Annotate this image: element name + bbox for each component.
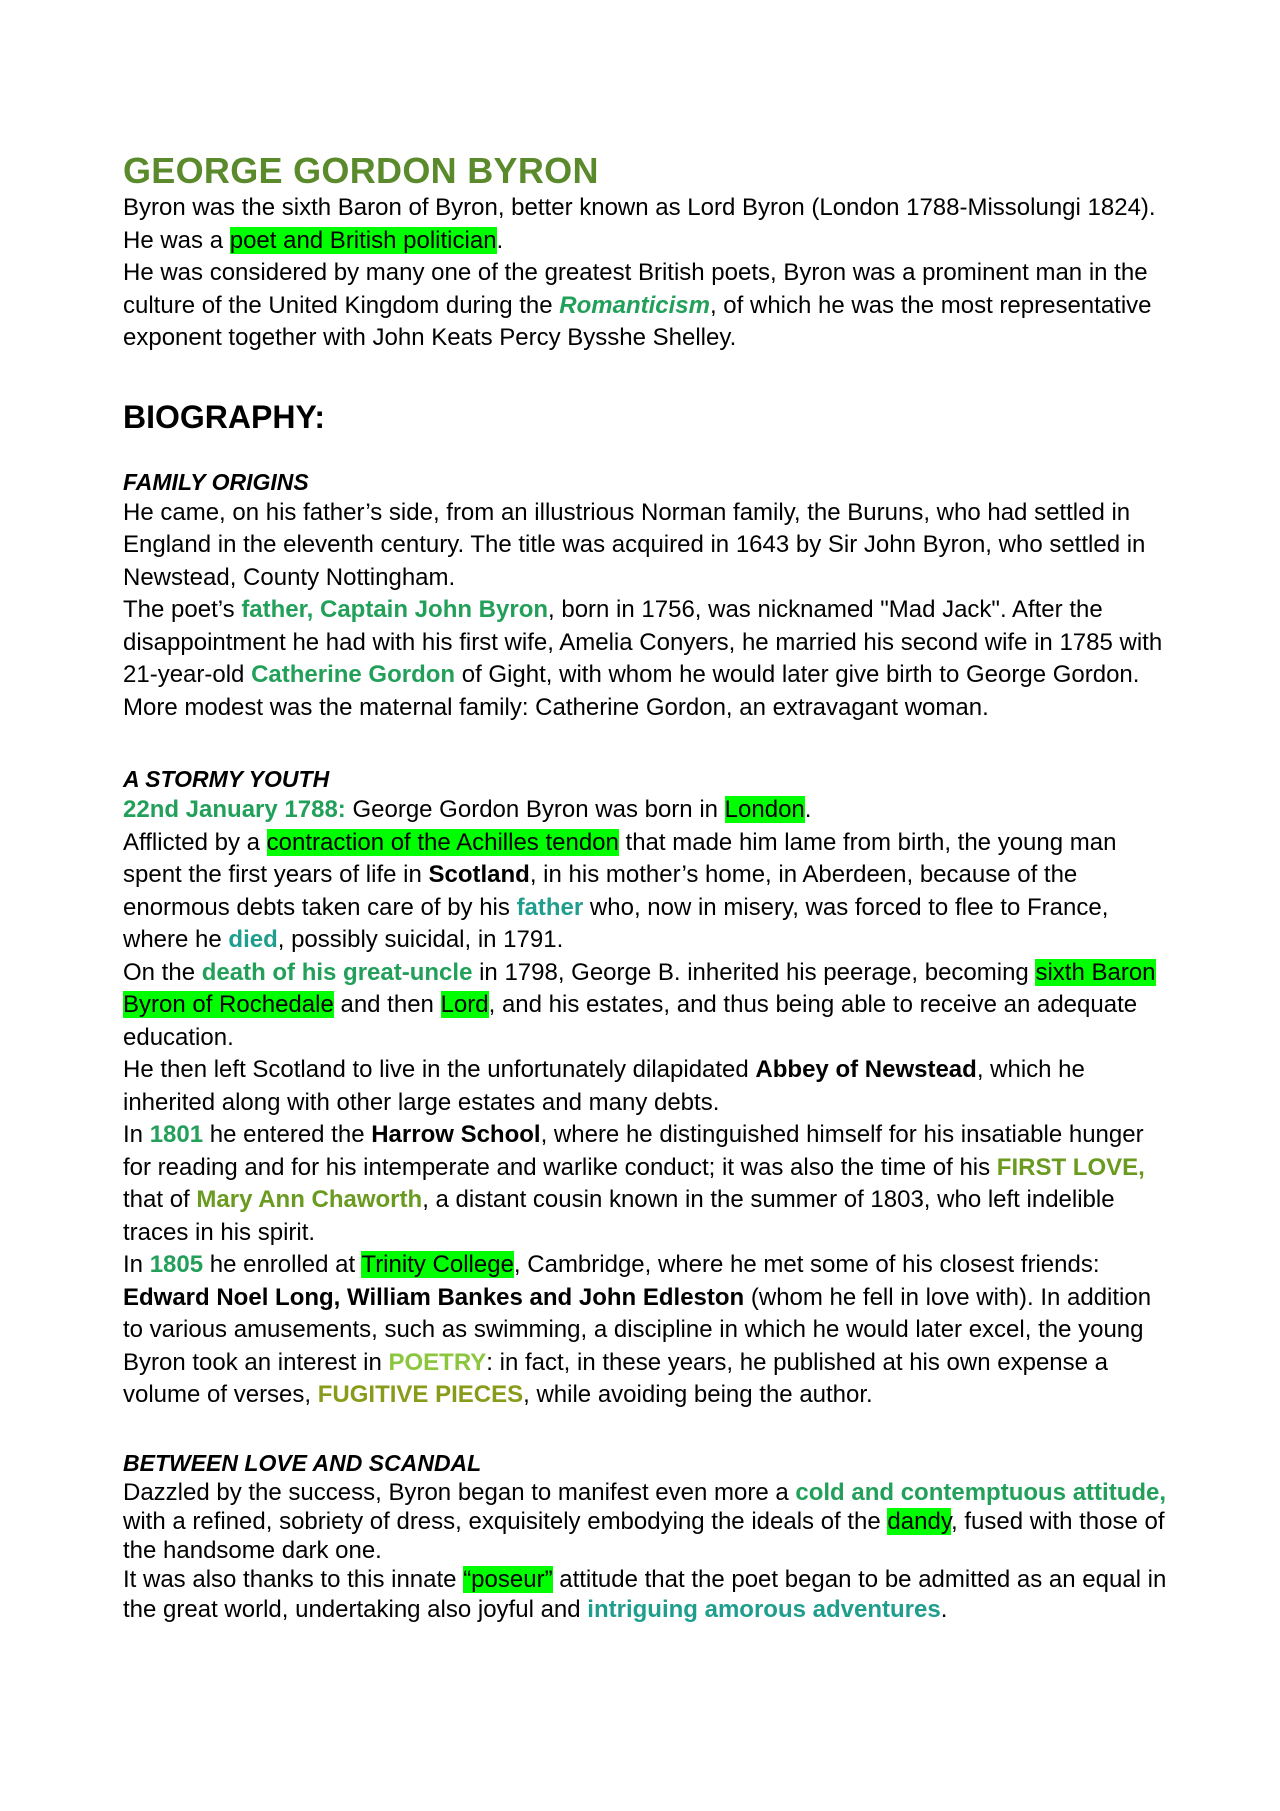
text-run: On the xyxy=(123,958,202,986)
youth-paragraph-3 xyxy=(123,957,1173,1055)
text-run: The poet’s xyxy=(123,596,242,623)
text-run: . xyxy=(940,1595,948,1623)
family-paragraph-2 xyxy=(123,594,1173,724)
text-run: Dazzled by the success, Byron began to manifest even more a xyxy=(123,1478,796,1506)
text-run: , Cambridge, where he met some of his closest friends: xyxy=(513,1251,1100,1278)
text-run: and then xyxy=(333,991,441,1018)
term-death-great-uncle: death of his great-uncle xyxy=(201,958,473,986)
term-birth-date: 22nd January 1788: xyxy=(123,796,346,823)
text-run: . xyxy=(804,796,812,823)
text-run: , fused with those of the handsome dark one. xyxy=(123,1507,1165,1564)
term-year-1801: 1801 xyxy=(149,1121,204,1148)
text-run: with a refined, sobriety of dress, exquisitely embodying the ideals of the xyxy=(123,1507,888,1535)
scandal-paragraph-2 xyxy=(123,1565,1173,1625)
text-run: , a distant cousin known in the summer of 1803, who left indelible traces in his spirit. xyxy=(123,1186,1115,1246)
term-scotland: Scotland xyxy=(428,861,530,888)
text-run: , which he inherited along with other large estates and many debts. xyxy=(123,1056,1085,1116)
text-run: He then left Scotland to live in the unfortunately dilapidated xyxy=(123,1056,756,1083)
term-harrow-school: Harrow School xyxy=(371,1121,541,1148)
text-run: Afflicted by a xyxy=(123,828,267,856)
term-year-1805: 1805 xyxy=(149,1251,204,1278)
text-run: He was considered by many one of the greatest British poets, Byron was a prominent man in the culture of the United Kingdom during the xyxy=(123,259,1148,319)
text-run: In xyxy=(123,1121,150,1148)
youth-paragraph-4 xyxy=(123,1054,1173,1119)
biography-heading: BIOGRAPHY: xyxy=(123,398,326,435)
section-heading-stormy-youth: A STORMY YOUTH xyxy=(123,766,330,792)
section-heading-family-origins: FAMILY ORIGINS xyxy=(123,468,309,495)
highlight-trinity-college: Trinity College xyxy=(361,1251,514,1278)
text-run: he enrolled at xyxy=(203,1251,362,1278)
text-run: he entered the xyxy=(203,1121,372,1148)
family-paragraph-1: He came, on his father’s side, from an illustrious Norman family, the Buruns, who had settled in England in the eleventh century. The title was acquired in 1643 by Sir John Byron, who settled in Newstead, County Nottingham. xyxy=(123,498,1146,591)
text-run: that of xyxy=(123,1186,197,1213)
highlight-lord: Lord xyxy=(440,991,489,1018)
text-run: . xyxy=(496,226,504,254)
text-run: , in his mother’s home, in Aberdeen, because of the enormous debts taken care of by his xyxy=(123,861,1078,921)
term-fugitive-pieces: FUGITIVE PIECES xyxy=(317,1381,524,1408)
highlight-achilles: contraction of the Achilles tendon xyxy=(266,828,619,856)
youth-paragraph-5 xyxy=(123,1119,1173,1249)
text-run: It was also thanks to this innate xyxy=(123,1565,464,1593)
text-run: who, now in misery, was forced to flee to France, where he xyxy=(123,893,1109,953)
term-cold-attitude: cold and contemptuous attitude, xyxy=(795,1478,1167,1506)
text-run: that made him lame from birth, the young man spent the first years of life in xyxy=(123,828,1117,888)
term-first-love: FIRST LOVE, xyxy=(996,1153,1145,1181)
term-intriguing-adventures: intriguing amorous adventures xyxy=(587,1595,941,1623)
section-heading-love-scandal: BETWEEN LOVE AND SCANDAL xyxy=(123,1449,482,1476)
document-page xyxy=(123,150,1173,1625)
text-run: attitude that the poet began to be admitted as an equal in the great world, undertaking also joyful and xyxy=(123,1565,1167,1623)
youth-paragraph-1 xyxy=(123,794,1173,827)
page-title: GEORGE GORDON BYRON xyxy=(123,150,599,191)
term-romanticism: Romanticism xyxy=(559,291,710,319)
highlight-london: London xyxy=(724,796,805,823)
term-poetry: POETRY xyxy=(388,1348,487,1376)
term-mary-ann-chaworth: Mary Ann Chaworth xyxy=(196,1186,423,1213)
term-father-captain: father, Captain John Byron xyxy=(241,596,549,623)
highlight-poet-politician: poet and British politician xyxy=(229,226,497,254)
term-friends: Edward Noel Long, William Bankes and John Edleston xyxy=(123,1283,745,1311)
term-father: father xyxy=(516,893,584,921)
scandal-paragraph-1 xyxy=(123,1478,1173,1565)
term-died: died xyxy=(228,926,278,953)
text-run: (whom he fell in love with). In addition to various amusements, such as swimming, a discipline in which he would later excel, the young Byron took an interest in xyxy=(123,1283,1152,1376)
youth-paragraph-2 xyxy=(123,827,1173,957)
text-run: , possibly suicidal, in 1791. xyxy=(277,926,564,953)
youth-paragraph-6 xyxy=(123,1249,1173,1412)
text-run: , where he distinguished himself for his insatiable hunger for reading and for his intemperate and warlike conduct; it was also the time of his xyxy=(123,1121,1144,1181)
text-run: , and his estates, and thus being able to receive an adequate education. xyxy=(123,991,1138,1051)
term-catherine-gordon: Catherine Gordon xyxy=(251,661,456,688)
text-run: : in fact, in these years, he published at his own expense a volume of verses, xyxy=(123,1348,1108,1408)
text-run: in 1798, George B. inherited his peerage, becoming xyxy=(472,958,1036,986)
text-run: of Gight, with whom he would later give birth to George Gordon. More modest was the maternal family: Catherine Gordon, an extravagant woman. xyxy=(123,661,1140,721)
intro-paragraph-2 xyxy=(123,257,1173,355)
text-run: In xyxy=(123,1251,150,1278)
highlight-poseur: “poseur” xyxy=(463,1565,553,1593)
text-run: , while avoiding being the author. xyxy=(523,1381,873,1408)
highlight-sixth-baron: sixth Baron Byron of Rochedale xyxy=(123,958,1156,1018)
text-run: , of which he was the most representative exponent together with John Keats Percy Bysshe Shelley. xyxy=(123,291,1152,351)
text-run: Byron was the sixth Baron of Byron, better known as Lord Byron (London 1788-Missolungi 1824). He was a xyxy=(123,194,1156,254)
text-run: George Gordon Byron was born in xyxy=(345,796,725,823)
scandal-section xyxy=(123,1448,1173,1625)
highlight-dandy: dandy xyxy=(887,1507,952,1535)
term-abbey-newstead: Abbey of Newstead xyxy=(755,1056,977,1083)
text-run: , born in 1756, was nicknamed "Mad Jack". After the disappointment he had with his first wife, Amelia Conyers, he married his second wife in 1785 with 21-year-old xyxy=(123,596,1163,688)
intro-paragraph-1 xyxy=(123,192,1173,257)
